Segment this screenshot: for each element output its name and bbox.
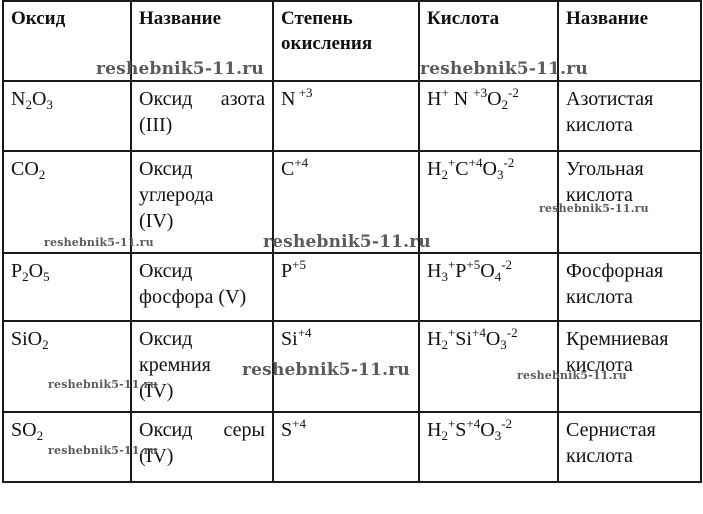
oxidation-state: $P^{+5}$	[273, 253, 419, 321]
acid-name: Фосфорная кислота	[558, 253, 701, 321]
table-row	[3, 81, 701, 151]
acid-formula: $H_2^+S^{+4}O_3^{-2}$	[419, 412, 558, 482]
oxide-name: Оксид углерода (IV)	[131, 151, 273, 253]
watermark: reshebnik5-11.ru	[96, 59, 264, 79]
table-row	[3, 253, 701, 321]
watermark: reshebnik5-11.ru	[263, 232, 431, 252]
oxide-formula: $P_2O_5$	[3, 253, 131, 321]
oxidation-state: $S^{+4}$	[273, 412, 419, 482]
oxide-formula: $SO_2$	[3, 412, 131, 482]
oxide-name: Оксид серы (IV)	[131, 412, 273, 482]
acid-name: Азотистая кислота	[558, 81, 701, 151]
watermark: reshebnik5-11.ru	[539, 202, 649, 215]
acid-formula: $H_2^+Si^{+4}O_3^{-2}$	[419, 321, 558, 412]
oxide-name: Оксид азота (III)	[131, 81, 273, 151]
watermark: reshebnik5-11.ru	[48, 444, 158, 457]
watermark: reshebnik5-11.ru	[420, 59, 588, 79]
oxide-formula: SiO$_2$	[3, 321, 131, 412]
oxide-name: Оксид фосфора (V)	[131, 253, 273, 321]
acid-name: Кремниевая кислота	[558, 321, 701, 412]
oxidation-state: $C^{+4}$	[273, 151, 419, 253]
acid-name: Сернистая кислота	[558, 412, 701, 482]
acid-formula: H+ N $^{+3}O_2^{-2}$	[419, 81, 558, 151]
header-oxide: Оксид	[3, 1, 131, 81]
watermark: reshebnik5-11.ru	[44, 236, 154, 249]
watermark: reshebnik5-11.ru	[242, 360, 410, 380]
watermark: reshebnik5-11.ru	[48, 378, 158, 391]
oxidation-state: $Si^{+4}$	[273, 321, 419, 412]
header-name: Название	[131, 1, 273, 81]
oxidation-state: N $^{+3}$	[273, 81, 419, 151]
watermark: reshebnik5-11.ru	[517, 369, 627, 382]
header-acid: Кислота	[419, 1, 558, 81]
oxide-formula: $CO_2$	[3, 151, 131, 253]
oxide-name: Оксид кремния (IV)	[131, 321, 273, 412]
header-acid-name: Название	[558, 1, 701, 81]
acid-formula: $H_2^+C^{+4}O_3^{-2}$	[419, 151, 558, 253]
acid-name: Угольная кислота	[558, 151, 701, 253]
oxide-formula: $N_2O_3$	[3, 81, 131, 151]
acid-formula: $H_3^+P^{+5}O_4^{-2}$	[419, 253, 558, 321]
header-oxidation-state: Степень окисления	[273, 1, 419, 81]
